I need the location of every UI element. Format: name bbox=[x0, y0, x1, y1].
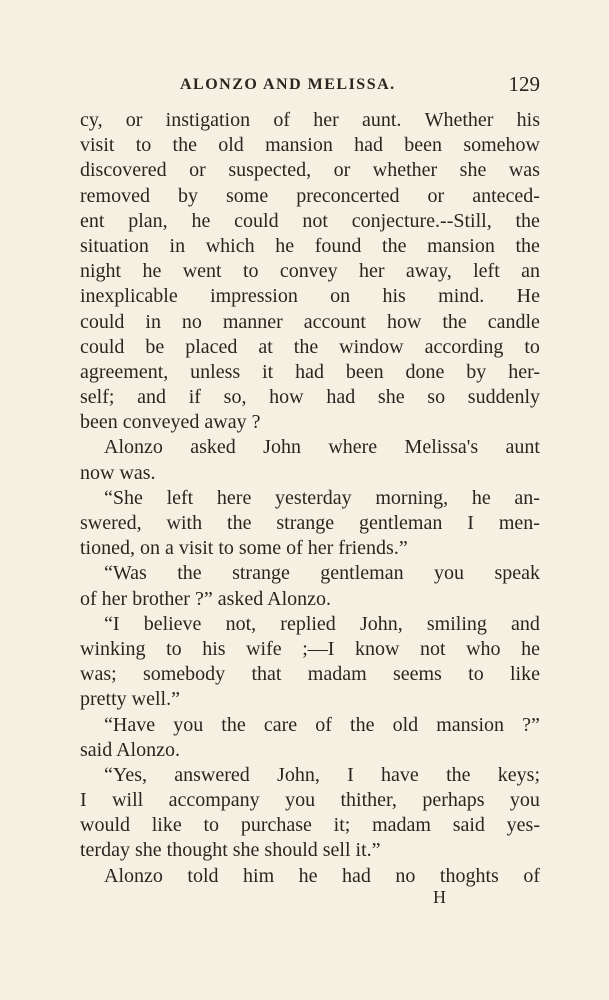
page-number: 129 bbox=[508, 72, 540, 96]
text-line: night he went to convey her away, left an bbox=[80, 260, 540, 283]
text-line: cy, or instigation of her aunt. Whether his bbox=[80, 109, 540, 131]
text-line: was; somebody that madam seems to like bbox=[80, 663, 540, 686]
text-line: now was. bbox=[80, 461, 156, 484]
text-line: visit to the old mansion had been somehow bbox=[80, 134, 540, 157]
text-line: Alonzo told him he had no thoghts of bbox=[104, 864, 540, 887]
text-line: could in no manner account how the candle bbox=[80, 310, 540, 333]
text-line: agreement, unless it had been done by her- bbox=[80, 360, 540, 383]
text-line: terday she thought she should sell it.” bbox=[80, 839, 381, 862]
running-head bbox=[80, 72, 540, 102]
text-line: removed by some preconcerted or anteced- bbox=[80, 184, 540, 207]
text-line: self; and if so, how had she so suddenly bbox=[80, 386, 540, 409]
text-line: situation in which he found the mansion the bbox=[80, 234, 540, 257]
text-line: inexplicable impression on his mind. He bbox=[80, 285, 540, 308]
text-line: “I believe not, replied John, smiling and bbox=[104, 612, 540, 635]
text-body bbox=[80, 108, 540, 889]
text-line: “Have you the care of the old mansion ?” bbox=[104, 713, 540, 736]
text-line: tioned, on a visit to some of her friends.” bbox=[80, 537, 408, 560]
text-line: swered, with the strange gentleman I men- bbox=[80, 512, 540, 534]
text-line: said Alonzo. bbox=[80, 738, 180, 761]
text-line: “Was the strange gentleman you speak bbox=[104, 562, 540, 585]
text-line: I will accompany you thither, perhaps you bbox=[80, 789, 540, 812]
text-line: “Yes, answered John, I have the keys; bbox=[104, 763, 540, 786]
text-line: “She left here yesterday morning, he an- bbox=[104, 486, 540, 509]
text-line: Alonzo asked John where Melissa's aunt bbox=[104, 436, 540, 459]
running-title: ALONZO AND MELISSA. bbox=[180, 76, 396, 93]
text-line: of her brother ?” asked Alonzo. bbox=[80, 587, 332, 610]
text-line: would like to purchase it; madam said yes- bbox=[80, 814, 540, 837]
text-line: discovered or suspected, or whether she was bbox=[80, 159, 540, 182]
text-line: ent plan, he could not conjecture.--Still, the bbox=[80, 209, 540, 232]
signature-mark: H bbox=[433, 887, 446, 907]
text-line: winking to his wife ;—I know not who he bbox=[80, 637, 540, 660]
text-line: pretty well.” bbox=[80, 688, 180, 711]
text-line: could be placed at the window according to bbox=[80, 335, 540, 358]
text-line: been conveyed away ? bbox=[80, 411, 261, 434]
